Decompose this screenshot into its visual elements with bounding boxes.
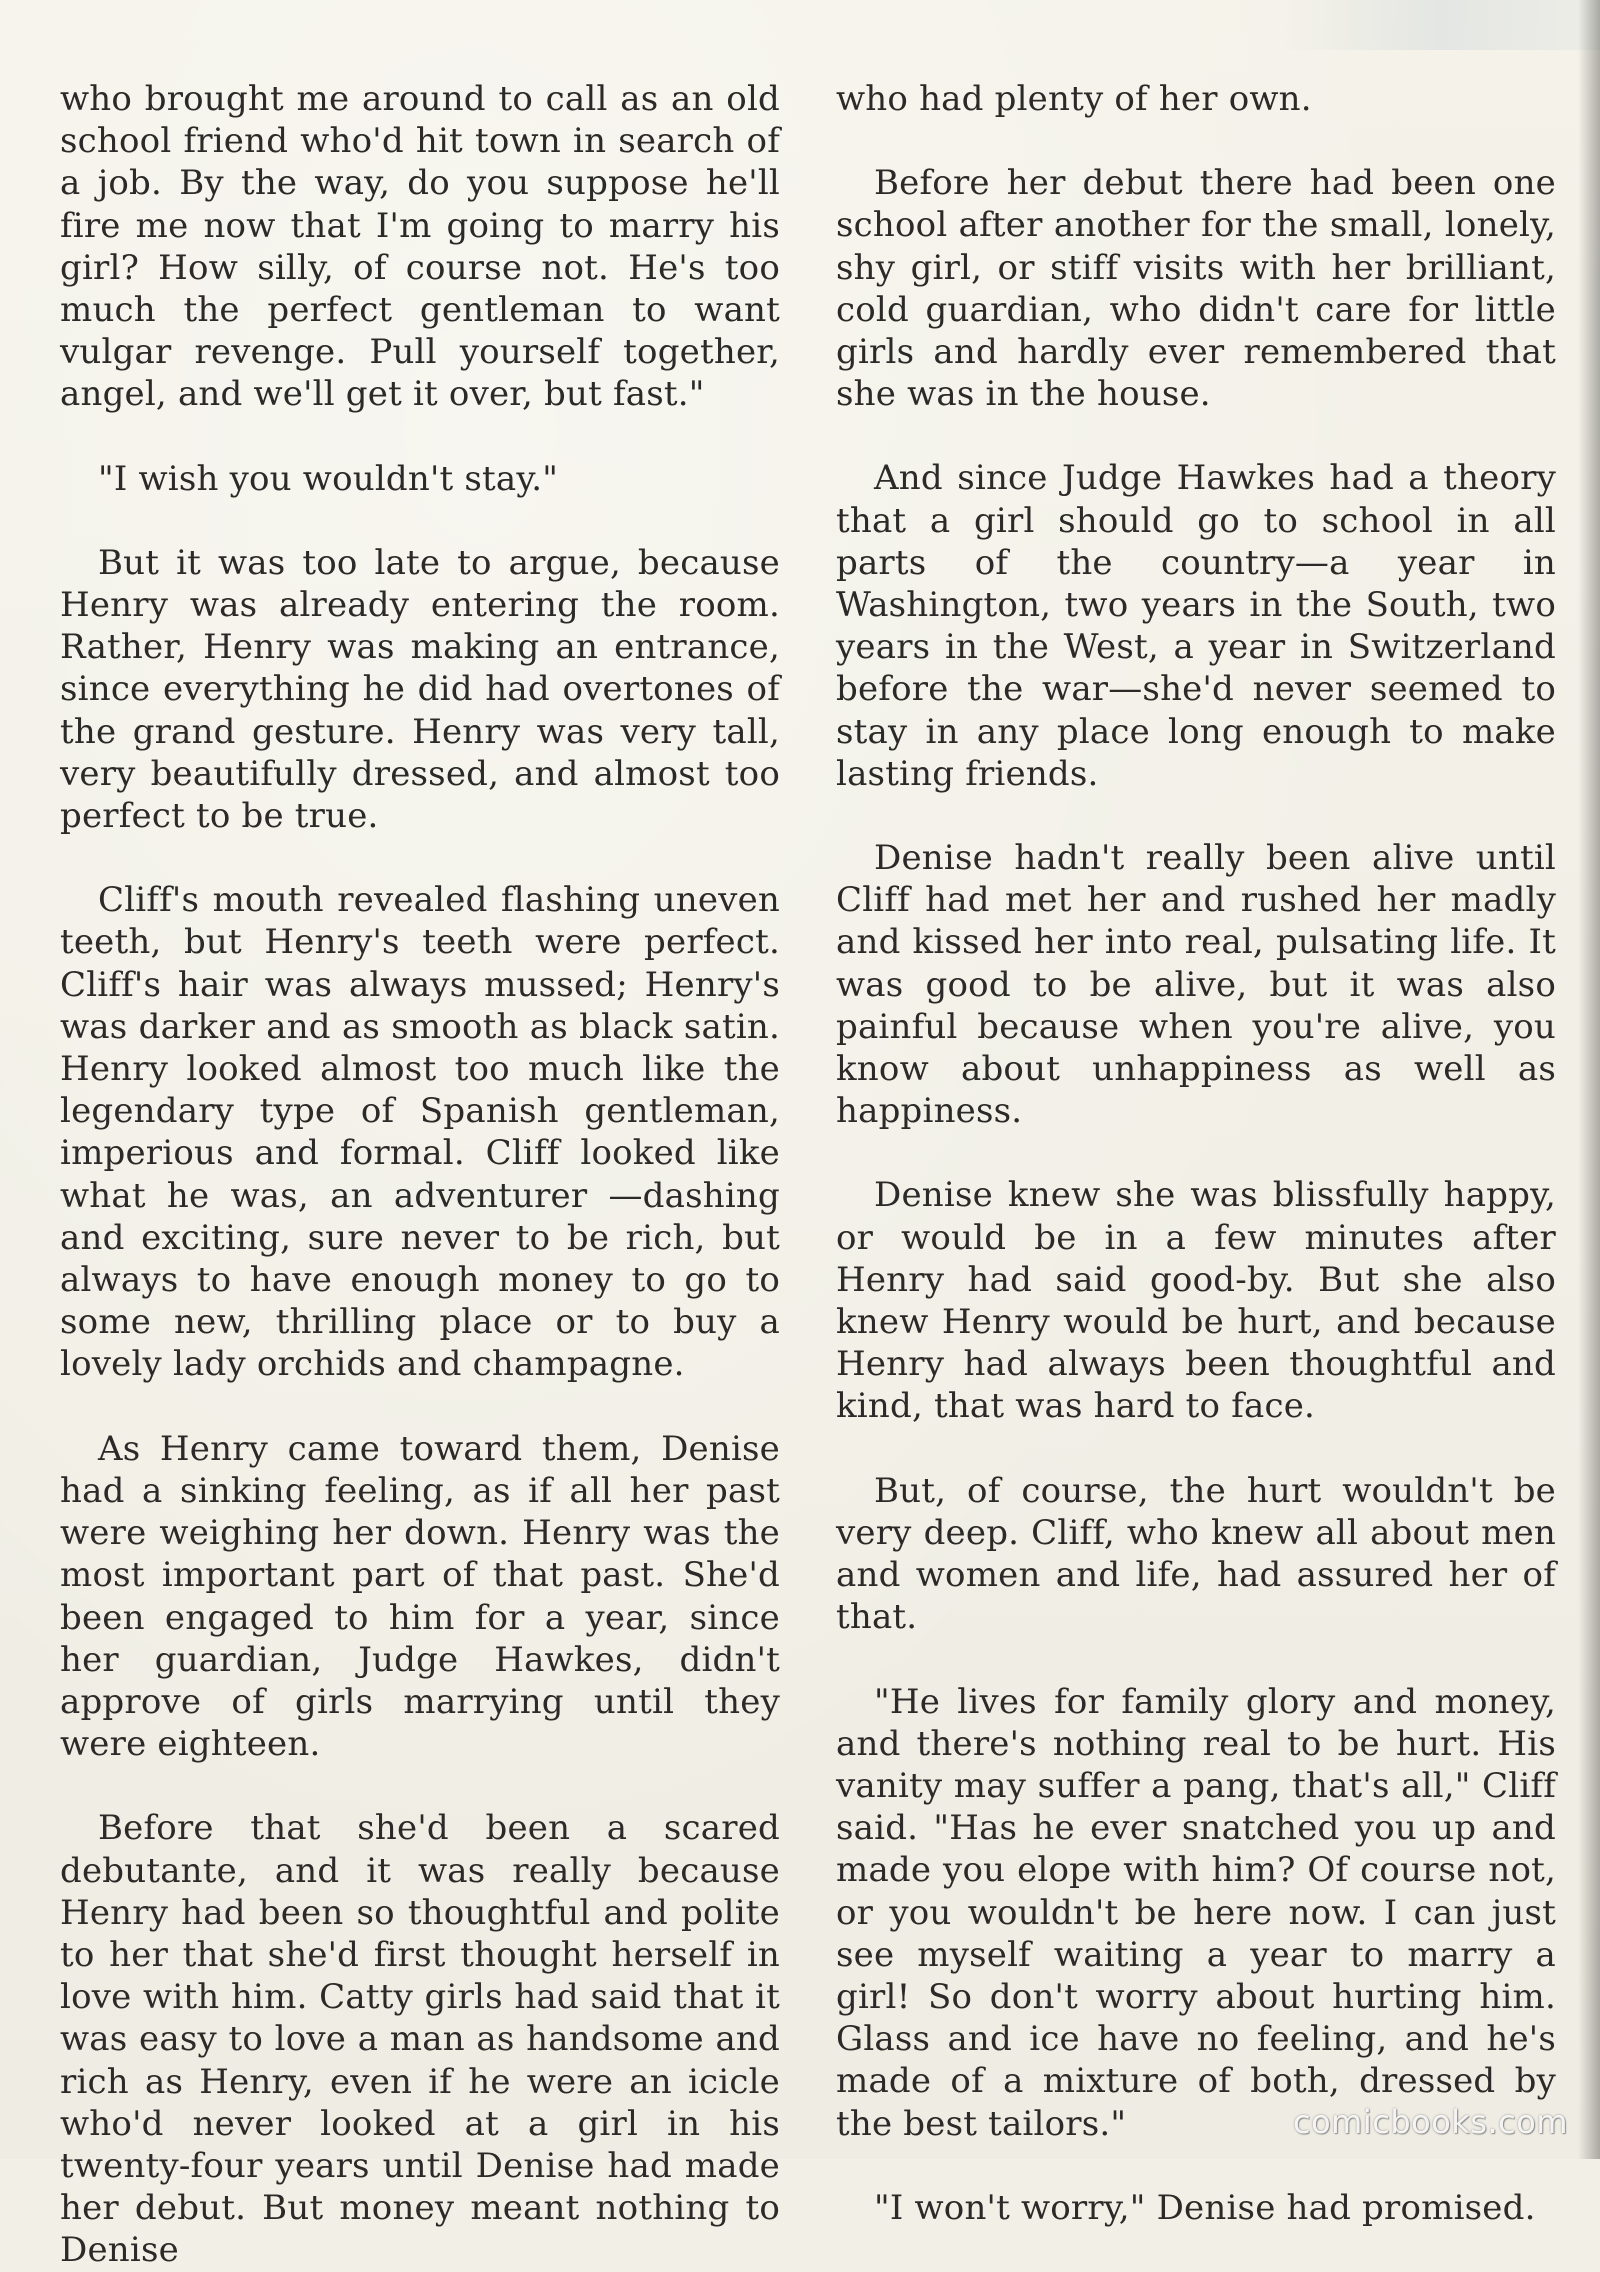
paragraph: But it was too late to argue, because Henry was already entering the room. Rather, Henry was making an entrance, since everything he did had overtones of the grand gesture. Henry was very tall, very beautifully dressed, and almost too perfect to be true. — [60, 542, 780, 837]
paragraph: "I wish you wouldn't stay." — [98, 458, 559, 499]
left-text-column — [60, 78, 780, 2272]
right-text-column — [836, 78, 1556, 2229]
page-edge-shadow — [1578, 0, 1600, 2159]
paragraph: As Henry came toward them, Denise had a sinking feeling, as if all her past were weighing her down. Henry was the most important part of that past. She'd been engaged to him for a year, since her guardian, Judge Hawkes, didn't approve of girls marrying until they were eighteen. — [60, 1428, 780, 1765]
site-watermark: comicbooks.com — [1292, 2103, 1568, 2141]
paragraph: Denise knew she was blissfully happy, or would be in a few minutes after Henry had said good-by. But she also knew Henry would be hurt, and because Henry had always been thoughtful and kind, that was hard to face. — [836, 1175, 1556, 1427]
paragraph: who had plenty of her own. — [836, 79, 1312, 119]
paragraph: Before her debut there had been one school after another for the small, lonely, shy girl, or stiff visits with her brilliant, cold guardian, who didn't care for little girls and hardly ever remembered that she was in the house. — [836, 163, 1556, 415]
faded-title-bleed — [1280, 0, 1600, 50]
paragraph: Cliff's mouth revealed flashing uneven teeth, but Henry's teeth were perfect. Cliff's hair was always mussed; Henry's was darker and as smooth as black satin. Henry looked almost too much like the legendary type of Spanish gentleman, imperious and formal. Cliff looked like what he was, an adventurer —dashing and exciting, sure never to be rich, but always to have enough money to go to some new, thrilling place or to buy a lovely lady orchids and champagne. — [60, 880, 780, 1385]
paragraph: And since Judge Hawkes had a theory that a girl should go to school in all parts of the country—a year in Washington, two years in the South, two years in the West, a year in Switzerland before the war—she'd never seemed to stay in any place long enough to make lasting friends. — [836, 458, 1556, 794]
paragraph: "I won't worry," Denise had promised. — [874, 2187, 1536, 2228]
paragraph: Before that she'd been a scared debutante, and it was really because Henry had been so thoughtful and polite to her that she'd first thought herself in love with him. Catty girls had said that it was easy to love a man as handsome and rich as Henry, even if he were an icicle who'd never looked at a girl in his twenty-four years until Denise had made her debut. But money meant nothing to Denise — [60, 1808, 780, 2271]
paragraph: who brought me around to call as an old school friend who'd hit town in search of a job. By the way, do you suppose he'll fire me now that I'm going to marry his girl? How silly, of course not. He's too much the perfect gentleman to want vulgar revenge. Pull yourself together, angel, and we'll get it over, but fast." — [60, 79, 780, 415]
paragraph: Denise hadn't really been alive until Cliff had met her and rushed her madly and kissed her into real, pulsating life. It was good to be alive, but it was also painful because when you're alive, you know about unhappiness as well as happiness. — [836, 838, 1556, 1132]
paragraph: "He lives for family glory and money, and there's nothing real to be hurt. His vanity may suffer a pang, that's all," Cliff said. "Has he ever snatched you up and made you elope with him? Of course not, or you wouldn't be here now. I can just see myself waiting a year to marry a girl! So don't worry about hurting him. Glass and ice have no feeling, and he's made of a mixture of both, dressed by the best tailors." — [836, 1681, 1556, 2144]
paragraph: But, of course, the hurt wouldn't be very deep. Cliff, who knew all about men and women and life, had assured her of that. — [836, 1470, 1556, 1638]
